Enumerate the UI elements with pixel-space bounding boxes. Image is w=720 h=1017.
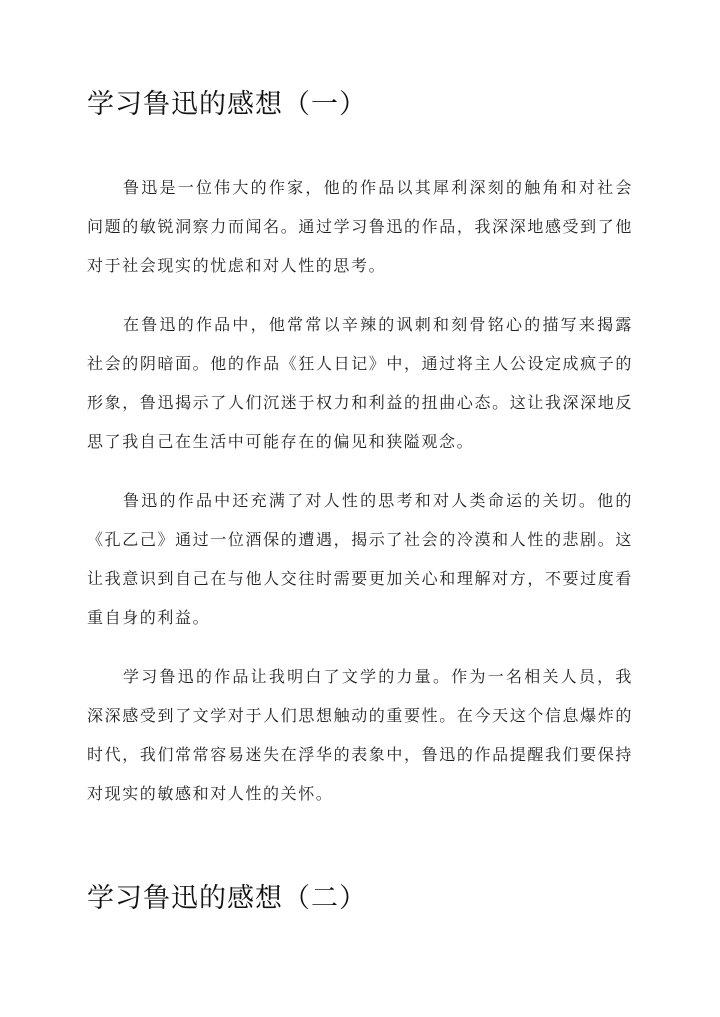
section-body-1: [87, 168, 633, 833]
section-heading-2: 学习鲁迅的感想（二）: [87, 883, 367, 914]
section-heading-1: 学习鲁迅的感想（一）: [87, 89, 367, 120]
paragraph-4: 学习鲁迅的作品让我明白了文学的力量。作为一名相关人员，我深深感受到了文学对于人们思想触动的重要性。在今天这个信息爆炸的时代，我们常常容易迷失在浮华的表象中，鲁迅的作品提醒我们要保持对现实的敏感和对人性的关怀。: [87, 667, 633, 803]
paragraph-3: 鲁迅的作品中还充满了对人性的思考和对人类命运的关切。他的《孔乙己》通过一位酒保的遭遇，揭示了社会的冷漠和人性的悲剧。这让我意识到自己在与他人交往时需要更加关心和理解对方，不要过度看重自身的利益。: [87, 491, 633, 627]
paragraph-2: 在鲁迅的作品中，他常常以辛辣的讽刺和刻骨铭心的描写来揭露社会的阴暗面。他的作品《狂人日记》中，通过将主人公设定成疯子的形象，鲁迅揭示了人们沉迷于权力和利益的扭曲心态。这让我深深地反思了我自己在生活中可能存在的偏见和狭隘观念。: [87, 315, 633, 451]
paragraph-1: 鲁迅是一位伟大的作家，他的作品以其犀利深刻的触角和对社会问题的敏锐洞察力而闻名。通过学习鲁迅的作品，我深深地感受到了他对于社会现实的忧虑和对人性的思考。: [87, 178, 633, 275]
